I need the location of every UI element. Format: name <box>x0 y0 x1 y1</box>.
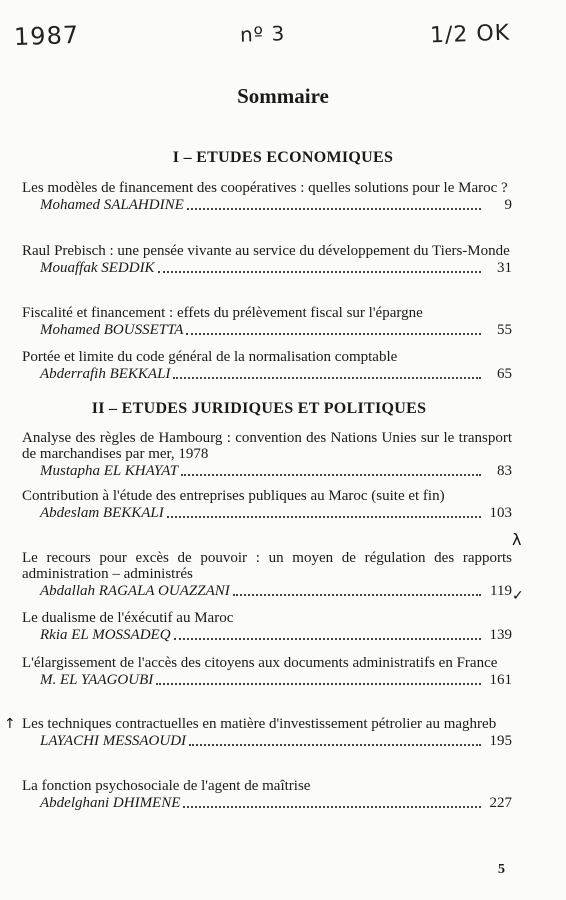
entry-page: 103 <box>489 505 512 521</box>
handwritten-check-mark: λ <box>512 530 522 549</box>
entry-page: 55 <box>497 322 512 338</box>
entry-page: 119 <box>490 583 512 599</box>
toc-entry <box>22 550 512 599</box>
leader-dots <box>167 505 481 518</box>
toc-entry <box>22 655 512 688</box>
toc-entry <box>22 180 512 213</box>
entry-author: Abdelghani DHIMENE <box>40 795 181 811</box>
entry-page: 9 <box>504 197 512 213</box>
entry-title: Le dualisme de l'éxécutif au Maroc <box>22 610 234 626</box>
entry-author: M. EL YAAGOUBI <box>40 672 154 688</box>
leader-dots <box>233 583 481 596</box>
entry-title: Analyse des règles de Hambourg : convention des Nations Unies sur le transport de marchandises par mer, 1978 <box>22 430 512 462</box>
entry-page: 31 <box>497 260 512 276</box>
entry-page: 195 <box>489 733 512 749</box>
toc-entry <box>22 778 512 811</box>
toc-entry <box>22 488 512 521</box>
leader-dots <box>173 366 481 379</box>
page-title: Sommaire <box>237 84 329 108</box>
entry-page: 139 <box>489 627 512 643</box>
entry-title: Les techniques contractuelles en matière d'investissement pétrolier au maghreb <box>22 716 497 732</box>
entry-title: Portée et limite du code général de la normalisation comptable <box>22 349 398 365</box>
leader-dots <box>186 322 481 335</box>
entry-author: Rkia EL MOSSADEQ <box>40 627 171 643</box>
entry-author: Abderrafih BEKKALI <box>40 366 171 382</box>
entry-title: Les modèles de financement des coopératives : quelles solutions pour le Maroc ? <box>22 180 508 196</box>
entry-author: Mouaffak SEDDIK <box>40 260 155 276</box>
entry-author: Mustapha EL KHAYAT <box>40 463 179 479</box>
leader-dots <box>174 627 481 640</box>
entry-title: Fiscalité et financement : effets du prélèvement fiscal sur l'épargne <box>22 305 423 321</box>
entry-author: LAYACHI MESSAOUDI <box>40 733 187 749</box>
entry-page: 227 <box>489 795 512 811</box>
leader-dots <box>189 733 481 746</box>
entry-title: La fonction psychosociale de l'agent de maîtrise <box>22 778 311 794</box>
handwritten-issue: nº 3 <box>239 21 286 47</box>
leader-dots <box>187 197 481 210</box>
handwritten-year: 1987 <box>13 20 80 52</box>
toc-entry <box>22 349 512 382</box>
leader-dots <box>156 672 481 685</box>
entry-title: L'élargissement de l'accès des citoyens aux documents administratifs en France <box>22 655 498 671</box>
leader-dots <box>183 795 481 808</box>
toc-entry <box>22 305 512 338</box>
toc-entry <box>22 430 512 479</box>
toc-entry <box>22 716 512 749</box>
handwritten-check-mark: ✓ <box>512 588 524 604</box>
entry-title: Le recours pour excès de pouvoir : un moyen de régulation des rapports administration – administrés <box>22 550 512 582</box>
entry-author: Abdeslam BEKKALI <box>40 505 164 521</box>
entry-author: Mohamed BOUSSETTA <box>40 322 184 338</box>
section-heading-economiques: I – ETUDES ECONOMIQUES <box>172 149 394 166</box>
entry-title: Raul Prebisch : une pensée vivante au service du développement du Tiers-Monde <box>22 243 510 259</box>
toc-entry <box>22 243 512 276</box>
entry-page: 161 <box>489 672 512 688</box>
section-heading-juridiques: II – ETUDES JURIDIQUES ET POLITIQUES <box>91 400 427 417</box>
handwritten-arrow-mark: ↑ <box>4 716 16 732</box>
toc-entry <box>22 610 512 643</box>
leader-dots <box>158 260 481 273</box>
entry-page: 65 <box>497 366 512 382</box>
leader-dots <box>181 463 481 476</box>
entry-title: Contribution à l'étude des entreprises publiques au Maroc (suite et fin) <box>22 488 445 504</box>
entry-page: 83 <box>497 463 512 479</box>
handwritten-note: 1/2 OK <box>429 20 511 49</box>
entry-author: Abdallah RAGALA OUAZZANI <box>40 583 230 599</box>
page-number: 5 <box>498 862 505 877</box>
entry-author: Mohamed SALAHDINE <box>40 197 184 213</box>
